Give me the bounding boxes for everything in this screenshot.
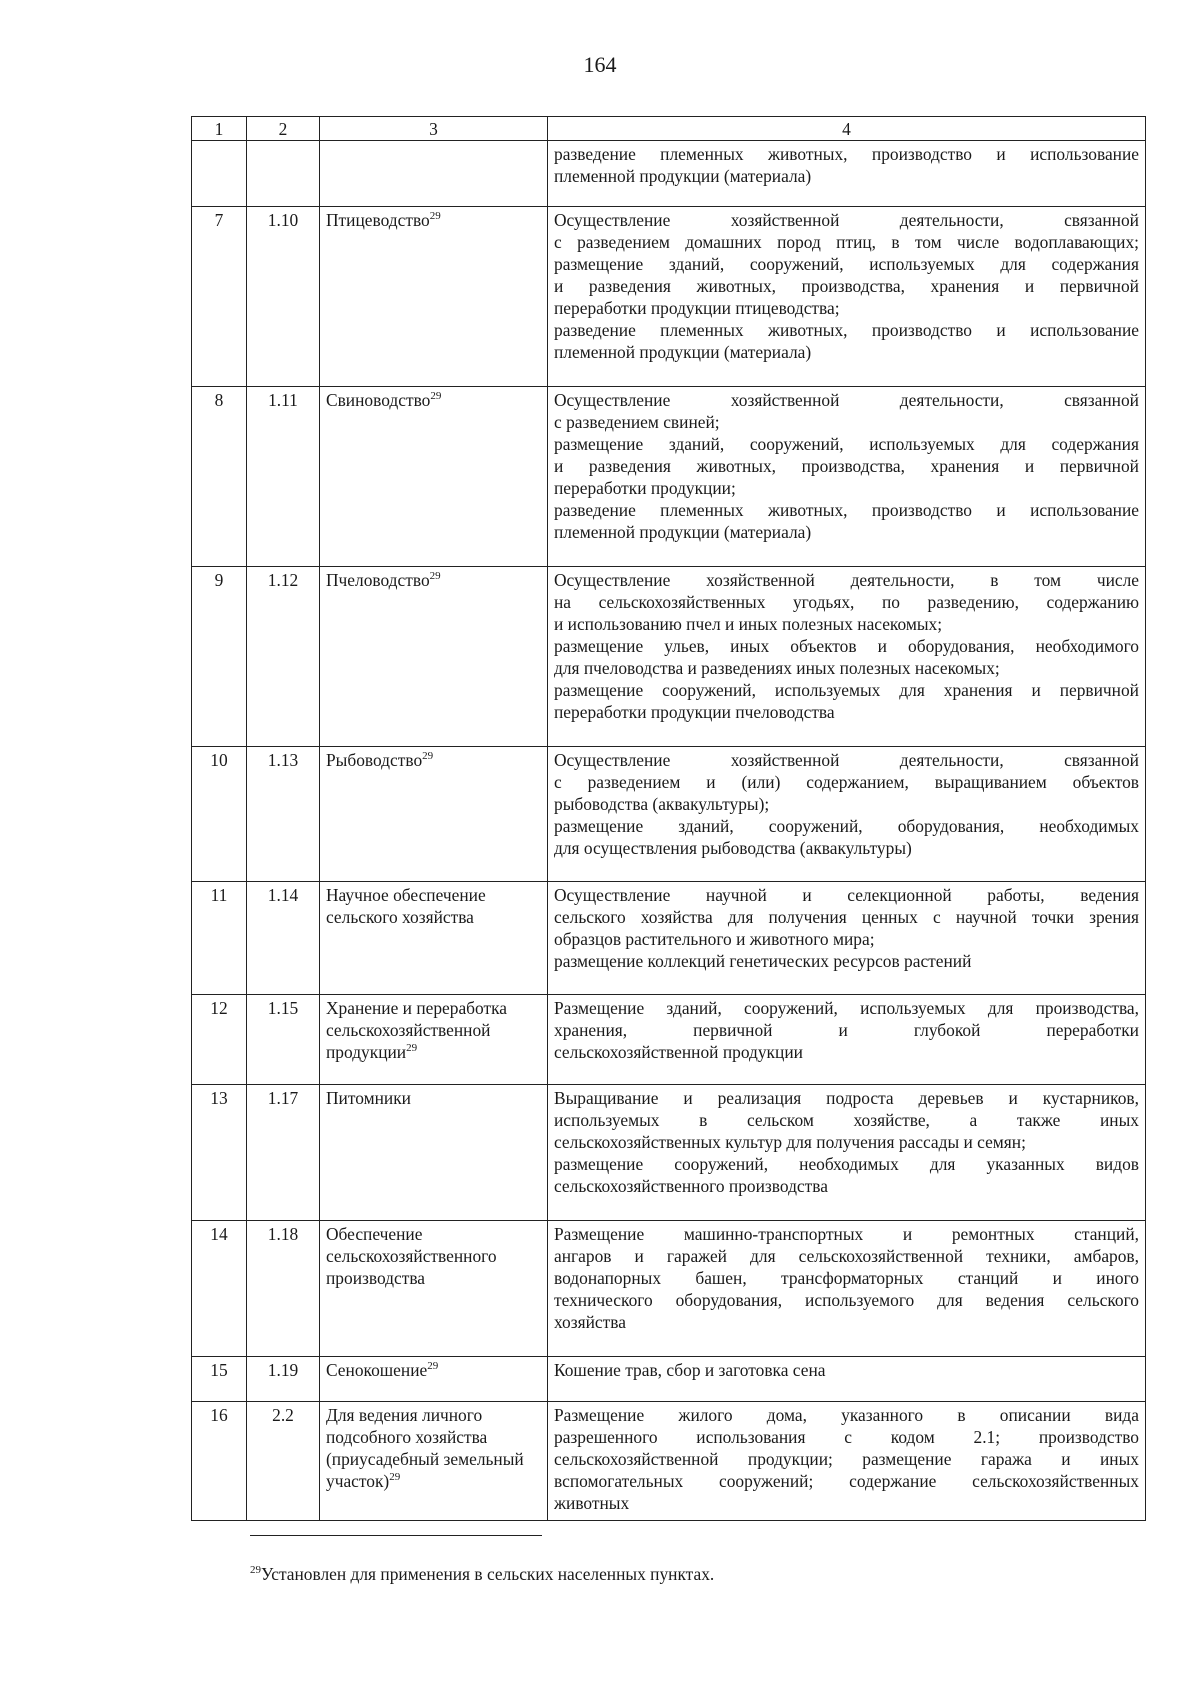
description-line: используемых в сельском хозяйстве, а также иных bbox=[554, 1110, 1139, 1130]
table-header-row bbox=[192, 117, 1146, 141]
row-number-cell: 15 bbox=[192, 1357, 247, 1402]
page-number: 164 bbox=[583, 52, 617, 77]
description-line: ангаров и гаражей для сельскохозяйственной техники, амбаров, bbox=[554, 1246, 1139, 1266]
land-use-table bbox=[191, 116, 1146, 1521]
use-code-cell: 1.11 bbox=[247, 387, 320, 567]
use-description-cell bbox=[548, 207, 1146, 387]
row-number-cell: 11 bbox=[192, 882, 247, 995]
description-line: рыбоводства (аквакультуры); bbox=[554, 794, 770, 814]
table-row bbox=[192, 995, 1146, 1085]
description-line: образцов растительного и животного мира; bbox=[554, 929, 875, 949]
description-line: Размещение жилого дома, указанного в описании вида bbox=[554, 1405, 1139, 1425]
description-line: переработки продукции птицеводства; bbox=[554, 298, 840, 318]
description-line: размещение зданий, сооружений, используемых для содержания bbox=[554, 254, 1139, 274]
description-line: разрешенного использования с кодом 2.1; производство bbox=[554, 1427, 1139, 1447]
description-line: размещение сооружений, необходимых для указанных видов bbox=[554, 1154, 1139, 1174]
description-line: сельского хозяйства для получения ценных с научной точки зрения bbox=[554, 907, 1139, 927]
description-line: переработки продукции пчеловодства bbox=[554, 702, 835, 722]
use-description-cell bbox=[548, 1221, 1146, 1357]
use-code-cell: 1.13 bbox=[247, 747, 320, 882]
use-name-cell bbox=[320, 1085, 548, 1221]
description-line: размещение зданий, сооружений, используемых для содержания bbox=[554, 434, 1139, 454]
footnote-divider bbox=[250, 1535, 542, 1536]
description-line: сельскохозяйственного производства bbox=[554, 1176, 828, 1196]
footnote-reference: 29 bbox=[429, 570, 441, 582]
use-code-cell: 1.15 bbox=[247, 995, 320, 1085]
table-row bbox=[192, 1085, 1146, 1221]
use-code-cell bbox=[247, 141, 320, 207]
footnote-reference: 29 bbox=[427, 1360, 439, 1372]
description-line: для пчеловодства и разведениях иных полезных насекомых; bbox=[554, 658, 1000, 678]
row-number-cell: 13 bbox=[192, 1085, 247, 1221]
use-code-cell: 1.17 bbox=[247, 1085, 320, 1221]
description-line: для осуществления рыбоводства (аквакультуры) bbox=[554, 838, 912, 858]
use-name-cell bbox=[320, 1402, 548, 1521]
row-number-cell: 10 bbox=[192, 747, 247, 882]
description-line: Осуществление хозяйственной деятельности, в том числе bbox=[554, 570, 1139, 590]
description-line: размещение ульев, иных объектов и оборудования, необходимого bbox=[554, 636, 1139, 656]
row-number-cell: 16 bbox=[192, 1402, 247, 1521]
table-row bbox=[192, 387, 1146, 567]
description-line: технического оборудования, используемого для ведения сельского bbox=[554, 1290, 1139, 1310]
use-name-cell bbox=[320, 995, 548, 1085]
row-number-cell: 8 bbox=[192, 387, 247, 567]
description-line: размещение сооружений, используемых для хранения и первичной bbox=[554, 680, 1139, 700]
description-line: сельскохозяйственной продукции bbox=[554, 1042, 803, 1062]
use-name-cell bbox=[320, 141, 548, 207]
description-line: Осуществление хозяйственной деятельности, связанной bbox=[554, 750, 1139, 770]
header-col-2: 2 bbox=[247, 117, 320, 141]
description-line: водонапорных башен, трансформаторных станций и иного bbox=[554, 1268, 1139, 1288]
use-name-text: Научное обеспечение сельского хозяйства bbox=[326, 885, 486, 927]
use-name-text: Свиноводство bbox=[326, 390, 431, 410]
description-line: переработки продукции; bbox=[554, 478, 736, 498]
description-line: сельскохозяйственных культур для получения рассады и семян; bbox=[554, 1132, 1026, 1152]
footnote-reference: 29 bbox=[430, 390, 442, 402]
description-line: разведение племенных животных, производство и использование bbox=[554, 320, 1139, 340]
row-number-cell: 7 bbox=[192, 207, 247, 387]
footnote-reference: 29 bbox=[406, 1042, 418, 1054]
row-number-cell: 12 bbox=[192, 995, 247, 1085]
use-code-cell: 1.10 bbox=[247, 207, 320, 387]
use-name-text: Сенокошение bbox=[326, 1360, 428, 1380]
table-row bbox=[192, 567, 1146, 747]
use-description-cell bbox=[548, 747, 1146, 882]
use-description-cell bbox=[548, 387, 1146, 567]
use-name-text: Питомники bbox=[326, 1088, 411, 1108]
use-description-cell bbox=[548, 1085, 1146, 1221]
use-name-text: Рыбоводство bbox=[326, 750, 423, 770]
description-line: Выращивание и реализация подроста деревьев и кустарников, bbox=[554, 1088, 1139, 1108]
description-line: сельскохозяйственной продукции; размещение гаража и иных bbox=[554, 1449, 1139, 1469]
description-line: размещение зданий, сооружений, оборудования, необходимых bbox=[554, 816, 1139, 836]
description-line: племенной продукции (материала) bbox=[554, 522, 812, 542]
use-code-cell: 1.14 bbox=[247, 882, 320, 995]
footnote-marker: 29 bbox=[250, 1564, 261, 1576]
use-description-cell bbox=[548, 141, 1146, 207]
description-line: хранения, первичной и глубокой переработки bbox=[554, 1020, 1139, 1040]
description-line: разведение племенных животных, производство и использование bbox=[554, 144, 1139, 164]
use-code-cell: 1.19 bbox=[247, 1357, 320, 1402]
description-line: и разведения животных, производства, хранения и первичной bbox=[554, 276, 1139, 296]
use-name-text: Для ведения личного подсобного хозяйства (приусадебный земельный участок) bbox=[326, 1405, 524, 1491]
header-col-3: 3 bbox=[320, 117, 548, 141]
table-row bbox=[192, 141, 1146, 207]
use-name-cell bbox=[320, 387, 548, 567]
use-name-text: Хранение и переработка сельскохозяйственной продукции bbox=[326, 998, 508, 1062]
row-number-cell: 9 bbox=[192, 567, 247, 747]
description-line: племенной продукции (материала) bbox=[554, 342, 812, 362]
header-col-4: 4 bbox=[548, 117, 1146, 141]
description-line: Размещение зданий, сооружений, используемых для производства, bbox=[554, 998, 1139, 1018]
table-row bbox=[192, 747, 1146, 882]
description-line: Осуществление научной и селекционной работы, ведения bbox=[554, 885, 1139, 905]
use-name-cell bbox=[320, 1357, 548, 1402]
description-line: животных bbox=[554, 1493, 630, 1513]
table-row bbox=[192, 207, 1146, 387]
description-line: на сельскохозяйственных угодьях, по разведению, содержанию bbox=[554, 592, 1139, 612]
header-col-1: 1 bbox=[192, 117, 247, 141]
use-name-text: Птицеводство bbox=[326, 210, 430, 230]
use-name-text: Пчеловодство bbox=[326, 570, 430, 590]
footnote bbox=[250, 1564, 714, 1585]
footnote-reference: 29 bbox=[429, 210, 441, 222]
table-row bbox=[192, 1221, 1146, 1357]
description-line: и разведения животных, производства, хранения и первичной bbox=[554, 456, 1139, 476]
description-line: вспомогательных сооружений; содержание сельскохозяйственных bbox=[554, 1471, 1139, 1491]
use-name-cell bbox=[320, 207, 548, 387]
footnote-text: Установлен для применения в сельских населенных пунктах. bbox=[261, 1564, 715, 1584]
use-name-cell bbox=[320, 1221, 548, 1357]
table-body bbox=[192, 141, 1146, 1521]
use-code-cell: 1.18 bbox=[247, 1221, 320, 1357]
use-name-cell bbox=[320, 882, 548, 995]
table-row bbox=[192, 1357, 1146, 1402]
use-name-cell bbox=[320, 567, 548, 747]
use-code-cell: 2.2 bbox=[247, 1402, 320, 1521]
use-description-cell bbox=[548, 882, 1146, 995]
use-description-cell bbox=[548, 1357, 1146, 1402]
description-line: племенной продукции (материала) bbox=[554, 166, 812, 186]
use-name-cell bbox=[320, 747, 548, 882]
description-line: Осуществление хозяйственной деятельности, связанной bbox=[554, 210, 1139, 230]
description-line: Размещение машинно-транспортных и ремонтных станций, bbox=[554, 1224, 1139, 1244]
description-line: хозяйства bbox=[554, 1312, 626, 1332]
footnote-reference: 29 bbox=[422, 750, 434, 762]
row-number-cell: 14 bbox=[192, 1221, 247, 1357]
row-number-cell bbox=[192, 141, 247, 207]
use-description-cell bbox=[548, 995, 1146, 1085]
use-code-cell: 1.12 bbox=[247, 567, 320, 747]
table-row bbox=[192, 882, 1146, 995]
description-line: с разведением и (или) содержанием, выращиванием объектов bbox=[554, 772, 1139, 792]
description-line: Кошение трав, сбор и заготовка сена bbox=[554, 1360, 826, 1380]
description-line: размещение коллекций генетических ресурсов растений bbox=[554, 951, 972, 971]
table-row bbox=[192, 1402, 1146, 1521]
use-name-text: Обеспечение сельскохозяйственного производства bbox=[326, 1224, 497, 1288]
description-line: Осуществление хозяйственной деятельности, связанной bbox=[554, 390, 1139, 410]
use-description-cell bbox=[548, 567, 1146, 747]
description-line: с разведением свиней; bbox=[554, 412, 720, 432]
description-line: и использованию пчел и иных полезных насекомых; bbox=[554, 614, 943, 634]
description-line: с разведением домашних пород птиц, в том числе водоплавающих; bbox=[554, 232, 1139, 252]
footnote-reference: 29 bbox=[389, 1471, 401, 1483]
description-line: разведение племенных животных, производство и использование bbox=[554, 500, 1139, 520]
use-description-cell bbox=[548, 1402, 1146, 1521]
